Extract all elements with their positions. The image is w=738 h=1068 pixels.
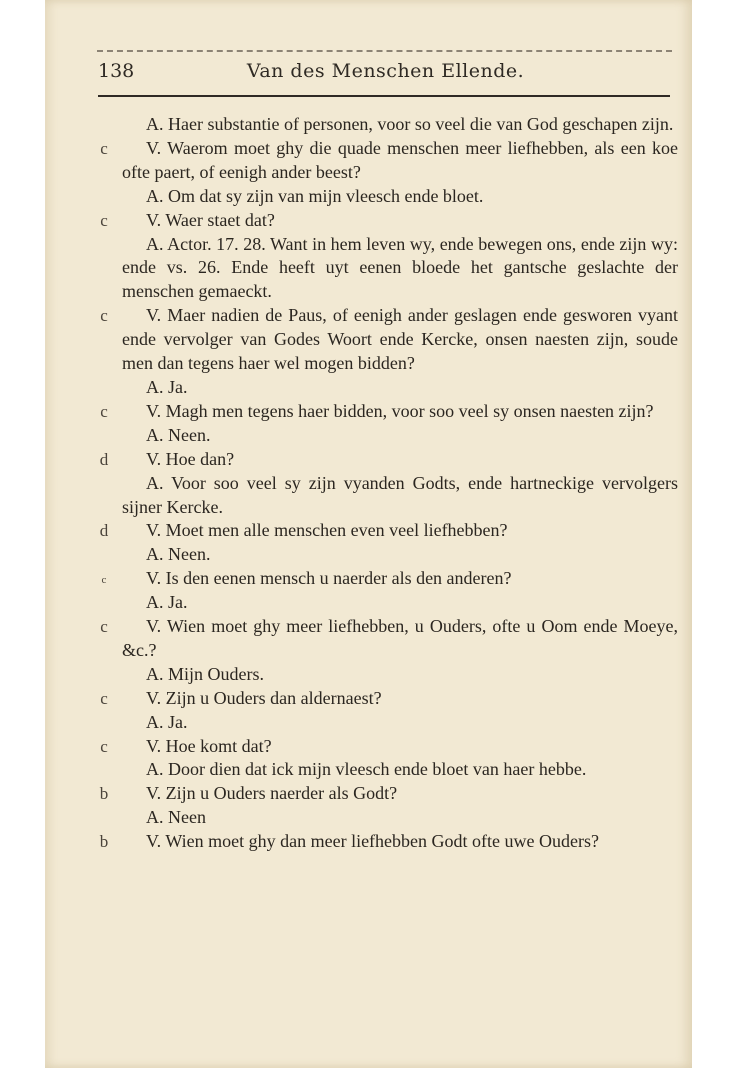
question-paragraph [99,519,678,543]
question-paragraph [100,137,678,185]
paragraph-text: A. Actor. 17. 28. Want in hem leven wy, ende bewegen ons, ende zijn wy: ende vs. 26. Ende heeft uyt eenen bloede het gantsche geslachte der menschen gemaeckt. [122,233,678,302]
margin-marker: d [99,449,109,469]
paragraph-text: A. Mijn Ouders. [146,663,264,684]
paragraph-text: V. Hoe komt dat? [146,735,272,756]
margin-marker: c [101,574,107,587]
paragraph-text: V. Is den eenen mensch u naerder als den anderen? [146,568,512,589]
question-paragraph [101,567,678,591]
answer-paragraph [122,806,678,830]
margin-marker: c [100,138,108,158]
question-paragraph [99,830,678,854]
question-paragraph [100,615,678,663]
paragraph-text: V. Moet men alle menschen even veel liefhebben? [146,520,508,541]
answer-paragraph [122,233,678,305]
page-header [98,60,673,88]
question-paragraph [100,687,678,711]
paragraph-text: V. Zijn u Ouders dan aldernaest? [146,687,382,708]
question-paragraph [100,304,678,376]
answer-paragraph [122,424,678,448]
margin-marker: b [99,784,109,804]
paragraph-text: A. Ja. [146,592,188,613]
top-decorative-rule [97,50,672,52]
answer-paragraph [122,591,678,615]
page-body [99,113,678,854]
question-paragraph [100,735,678,759]
answer-paragraph [122,113,678,137]
paragraph-text: A. Haer substantie of personen, voor so veel die van God geschapen zijn. [146,114,674,134]
page-number: 138 [98,60,135,82]
paragraph-text: V. Zijn u Ouders naerder als Godt? [146,783,398,804]
paragraph-text: V. Waer staet dat? [146,209,275,230]
paragraph-text: A. Neen. [146,424,211,445]
running-title: Van des Menschen Ellende. [246,60,525,82]
question-paragraph [100,209,678,233]
paragraph-text: A. Ja. [146,711,188,732]
answer-paragraph [122,758,678,782]
answer-paragraph [122,185,678,209]
margin-marker: c [100,210,108,230]
paragraph-text: V. Waerom moet ghy die quade menschen meer liefhebben, als een koe ofte paert, of eenigh ander beest? [122,137,678,182]
paragraph-text: V. Wien moet ghy meer liefhebben, u Ouders, ofte u Oom ende Moeye, &c.? [122,616,678,660]
paragraph-text: A. Ja. [146,376,188,397]
paragraph-text: A. Neen [146,807,206,828]
answer-paragraph [122,472,678,520]
paragraph-text: A. Voor soo veel sy zijn vyanden Godts, ende hartneckige vervolgers sijner Kercke. [122,472,678,517]
margin-marker: c [100,617,108,637]
margin-marker: b [99,832,109,852]
answer-paragraph [122,376,678,400]
margin-marker: c [100,401,108,421]
margin-marker: c [100,688,108,708]
paragraph-text: A. Neen. [146,544,211,565]
header-rule [98,95,670,97]
answer-paragraph [122,543,678,567]
margin-marker: d [99,521,109,541]
paragraph-text: A. Door dien dat ick mijn vleesch ende bloet van haer hebbe. [146,759,587,780]
question-paragraph [99,782,678,806]
paragraph-text: V. Hoe dan? [146,448,235,469]
margin-marker: c [100,736,108,756]
answer-paragraph [122,711,678,735]
paragraph-text: V. Magh men tegens haer bidden, voor soo veel sy onsen naesten zijn? [146,400,654,421]
question-paragraph [100,400,678,424]
question-paragraph [99,448,678,472]
paragraph-text: V. Maer nadien de Paus, of eenigh ander geslagen ende gesworen vyant ende vervolger van Godes Woort ende Kercke, onsen naesten zijn, soude men dan tegens haer wel mogen bidden? [122,305,678,374]
paragraph-text: A. Om dat sy zijn van mijn vleesch ende bloet. [146,185,484,206]
paragraph-text: V. Wien moet ghy dan meer liefhebben Godt ofte uwe Ouders? [146,831,599,852]
margin-marker: c [100,306,108,326]
answer-paragraph [122,663,678,687]
